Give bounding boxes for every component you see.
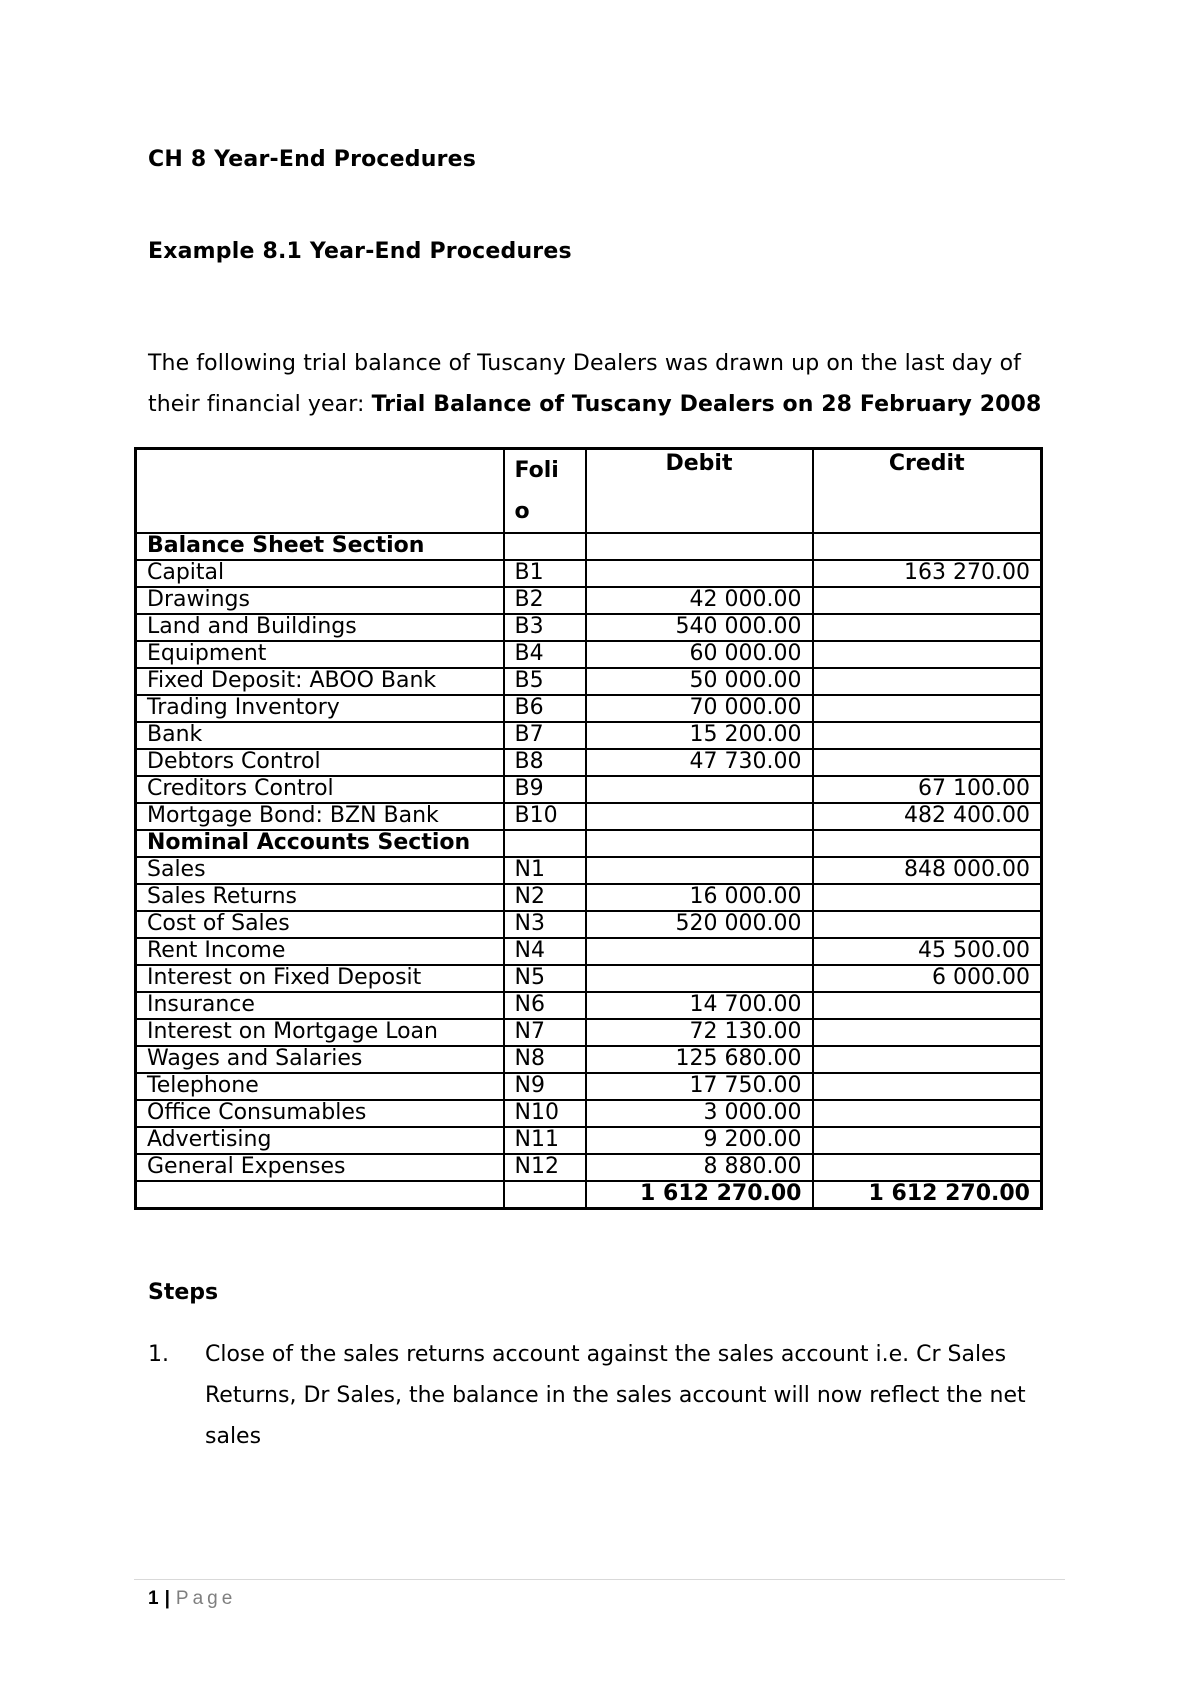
folio-cell — [504, 533, 586, 560]
debit-cell — [586, 857, 813, 884]
trial-balance-title: Trial Balance of Tuscany Dealers on 28 February 2008 — [371, 392, 1042, 417]
folio-cell: N10 — [504, 1100, 586, 1127]
header-credit: Credit — [813, 449, 1042, 534]
footer-separator: | — [164, 1588, 170, 1609]
account-name: Wages and Salaries — [136, 1046, 504, 1073]
table-row — [136, 1100, 1042, 1127]
credit-cell — [813, 911, 1042, 938]
debit-cell: 70 000.00 — [586, 695, 813, 722]
totals-row — [136, 1181, 1042, 1209]
account-name: Fixed Deposit: ABOO Bank — [136, 668, 504, 695]
intro-paragraph — [148, 343, 1068, 425]
table-row — [136, 992, 1042, 1019]
debit-cell: 42 000.00 — [586, 587, 813, 614]
folio-cell: B7 — [504, 722, 586, 749]
credit-cell — [813, 1073, 1042, 1100]
credit-cell — [813, 1154, 1042, 1181]
table-row — [136, 965, 1042, 992]
table-row — [136, 749, 1042, 776]
debit-cell — [586, 938, 813, 965]
folio-cell: B6 — [504, 695, 586, 722]
folio-cell: B9 — [504, 776, 586, 803]
table-row — [136, 668, 1042, 695]
folio-cell: N5 — [504, 965, 586, 992]
debit-cell — [586, 533, 813, 560]
table-row — [136, 803, 1042, 830]
debit-cell: 47 730.00 — [586, 749, 813, 776]
debit-cell: 8 880.00 — [586, 1154, 813, 1181]
table-row — [136, 776, 1042, 803]
credit-cell — [813, 1046, 1042, 1073]
credit-cell — [813, 641, 1042, 668]
debit-cell: 125 680.00 — [586, 1046, 813, 1073]
steps-heading: Steps — [148, 1280, 219, 1305]
table-row — [136, 587, 1042, 614]
debit-cell — [586, 776, 813, 803]
folio-cell: B2 — [504, 587, 586, 614]
debit-cell: 72 130.00 — [586, 1019, 813, 1046]
account-name: Sales — [136, 857, 504, 884]
table-row — [136, 1127, 1042, 1154]
folio-cell: N2 — [504, 884, 586, 911]
step-text: Close of the sales returns account against the sales account i.e. Cr Sales Returns, Dr Sales, the balance in the sales account will now reflect the net sales — [205, 1342, 1026, 1449]
credit-cell — [813, 533, 1042, 560]
folio-cell — [504, 830, 586, 857]
table-row — [136, 1073, 1042, 1100]
folio-cell: B4 — [504, 641, 586, 668]
account-name: Telephone — [136, 1073, 504, 1100]
credit-cell — [813, 830, 1042, 857]
table-row — [136, 884, 1042, 911]
account-name: Interest on Mortgage Loan — [136, 1019, 504, 1046]
chapter-heading: CH 8 Year-End Procedures — [148, 147, 477, 172]
section-row — [136, 830, 1042, 857]
folio-cell: B5 — [504, 668, 586, 695]
section-label: Nominal Accounts Section — [136, 830, 504, 857]
trial-balance-table — [134, 447, 1043, 1210]
table-row — [136, 560, 1042, 587]
debit-cell: 60 000.00 — [586, 641, 813, 668]
totals-label-cell — [136, 1181, 504, 1209]
table-row — [136, 911, 1042, 938]
credit-cell: 848 000.00 — [813, 857, 1042, 884]
header-folio: Foli o — [504, 449, 586, 534]
debit-cell — [586, 560, 813, 587]
table-row — [136, 1046, 1042, 1073]
account-name: Insurance — [136, 992, 504, 1019]
footer-divider — [134, 1579, 1065, 1580]
credit-cell: 45 500.00 — [813, 938, 1042, 965]
account-name: Sales Returns — [136, 884, 504, 911]
table-row — [136, 1154, 1042, 1181]
credit-cell — [813, 722, 1042, 749]
folio-cell: N6 — [504, 992, 586, 1019]
credit-cell — [813, 1127, 1042, 1154]
total-debit: 1 612 270.00 — [586, 1181, 813, 1209]
account-name: Creditors Control — [136, 776, 504, 803]
credit-cell: 482 400.00 — [813, 803, 1042, 830]
folio-cell: N1 — [504, 857, 586, 884]
section-row — [136, 533, 1042, 560]
page-number: 1 — [148, 1588, 159, 1609]
table-row — [136, 614, 1042, 641]
page-footer — [148, 1588, 236, 1610]
debit-cell: 14 700.00 — [586, 992, 813, 1019]
debit-cell — [586, 965, 813, 992]
total-credit: 1 612 270.00 — [813, 1181, 1042, 1209]
account-name: Advertising — [136, 1127, 504, 1154]
folio-cell: N11 — [504, 1127, 586, 1154]
account-name: Capital — [136, 560, 504, 587]
credit-cell — [813, 695, 1042, 722]
debit-cell: 9 200.00 — [586, 1127, 813, 1154]
folio-cell: N4 — [504, 938, 586, 965]
folio-cell: N3 — [504, 911, 586, 938]
table-row — [136, 1019, 1042, 1046]
folio-cell: B3 — [504, 614, 586, 641]
credit-cell — [813, 614, 1042, 641]
credit-cell — [813, 668, 1042, 695]
folio-cell: B10 — [504, 803, 586, 830]
credit-cell: 163 270.00 — [813, 560, 1042, 587]
debit-cell — [586, 830, 813, 857]
folio-cell: N8 — [504, 1046, 586, 1073]
credit-cell: 67 100.00 — [813, 776, 1042, 803]
credit-cell — [813, 749, 1042, 776]
account-name: Equipment — [136, 641, 504, 668]
section-label: Balance Sheet Section — [136, 533, 504, 560]
account-name: Debtors Control — [136, 749, 504, 776]
totals-folio-cell — [504, 1181, 586, 1209]
intro-line-1: The following trial balance of Tuscany Dealers was drawn up on the last day of — [148, 351, 1022, 376]
account-name: Bank — [136, 722, 504, 749]
folio-cell: N7 — [504, 1019, 586, 1046]
account-name: Interest on Fixed Deposit — [136, 965, 504, 992]
credit-cell — [813, 587, 1042, 614]
table-header-row — [136, 449, 1042, 534]
table-row — [136, 695, 1042, 722]
debit-cell: 520 000.00 — [586, 911, 813, 938]
header-account — [136, 449, 504, 534]
account-name: Trading Inventory — [136, 695, 504, 722]
page-label: Page — [175, 1588, 237, 1609]
table-row — [136, 857, 1042, 884]
step-number: 1. — [148, 1342, 169, 1367]
credit-cell — [813, 992, 1042, 1019]
account-name: Mortgage Bond: BZN Bank — [136, 803, 504, 830]
credit-cell — [813, 1019, 1042, 1046]
debit-cell: 16 000.00 — [586, 884, 813, 911]
header-debit: Debit — [586, 449, 813, 534]
table-row — [136, 938, 1042, 965]
debit-cell: 17 750.00 — [586, 1073, 813, 1100]
table-row — [136, 722, 1042, 749]
account-name: Rent Income — [136, 938, 504, 965]
intro-line-2-prefix: their financial year: — [148, 392, 372, 417]
folio-cell: B8 — [504, 749, 586, 776]
account-name: General Expenses — [136, 1154, 504, 1181]
debit-cell: 3 000.00 — [586, 1100, 813, 1127]
folio-cell: N12 — [504, 1154, 586, 1181]
folio-cell: N9 — [504, 1073, 586, 1100]
account-name: Land and Buildings — [136, 614, 504, 641]
debit-cell: 15 200.00 — [586, 722, 813, 749]
credit-cell — [813, 1100, 1042, 1127]
folio-cell: B1 — [504, 560, 586, 587]
account-name: Cost of Sales — [136, 911, 504, 938]
account-name: Office Consumables — [136, 1100, 504, 1127]
table-row — [136, 641, 1042, 668]
debit-cell: 540 000.00 — [586, 614, 813, 641]
debit-cell — [586, 803, 813, 830]
credit-cell — [813, 884, 1042, 911]
debit-cell: 50 000.00 — [586, 668, 813, 695]
credit-cell: 6 000.00 — [813, 965, 1042, 992]
account-name: Drawings — [136, 587, 504, 614]
example-heading: Example 8.1 Year-End Procedures — [148, 239, 572, 264]
